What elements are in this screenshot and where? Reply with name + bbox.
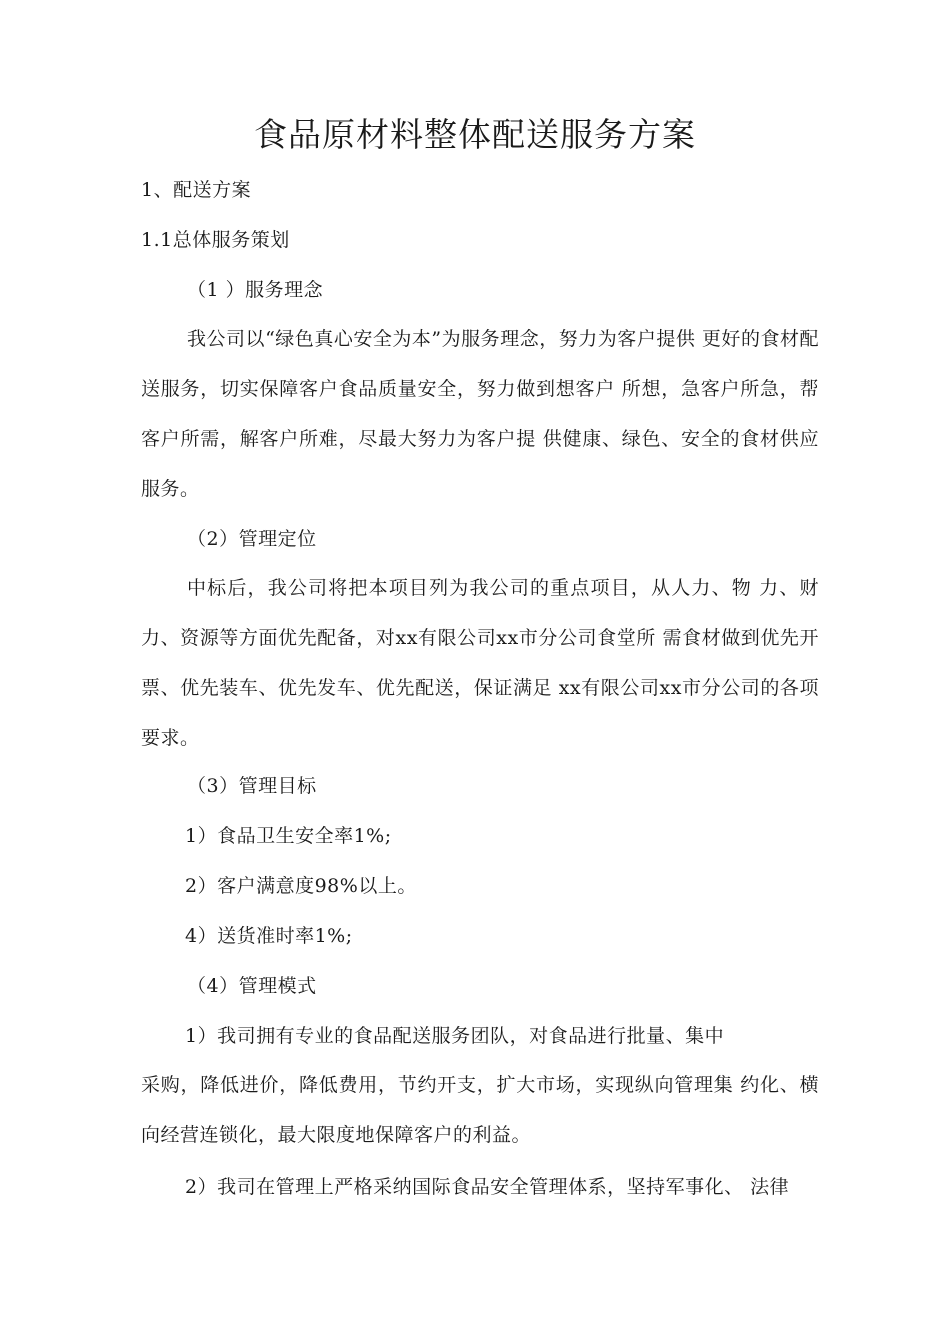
document-title: 食品原材料整体配送服务方案 (254, 115, 696, 154)
list-item-management-system-line1: 2）我司在管理上严格采纳国际食品安全管理体系，坚持军事化、 法律 (185, 1176, 790, 1198)
paragraph-management-position: 中标后，我公司将把本项目列为我公司的重点项目，从人力、物 力、财力、资源等方面优先配备，对xx有限公司xx市分公司食堂所 需食材做到优先开票、优先装车、优先发车、优先配送，保证满足 xx有限公司xx市分公司的各项要求。 (141, 577, 819, 749)
list-item-procurement-line1: 1）我司拥有专业的食品配送服务团队，对食品进行批量、集中 (185, 1025, 725, 1047)
section-heading-1-1: 1.1总体服务策划 (141, 229, 290, 251)
list-item-food-safety-rate: 1）食品卫生安全率1%; (185, 825, 392, 847)
list-item-on-time-delivery: 4）送货准时率1%; (185, 925, 353, 947)
subsection-heading-management-goals: （3）管理目标 (187, 775, 317, 797)
list-item-customer-satisfaction: 2）客户满意度98%以上。 (185, 875, 417, 897)
subsection-heading-management-position: （2）管理定位 (187, 528, 317, 550)
paragraph-service-philosophy: 我公司以“绿色真心安全为本”为服务理念，努力为客户提供 更好的食材配送服务，切实保障客户食品质量安全，努力做到想客户 所想，急客户所急，帮客户所需，解客户所难，尽最大努力为客户提 供健康、绿色、安全的食材供应服务。 (141, 328, 819, 500)
subsection-heading-management-mode: （4）管理模式 (187, 975, 317, 997)
section-heading-1: 1、配送方案 (141, 179, 252, 201)
paragraph-procurement-continued: 采购，降低进价，降低费用，节约开支，扩大市场，实现纵向管理集 约化、横向经营连锁化，最大限度地保障客户的利益。 (141, 1074, 819, 1146)
subsection-heading-service-philosophy: （1 ）服务理念 (187, 279, 324, 301)
